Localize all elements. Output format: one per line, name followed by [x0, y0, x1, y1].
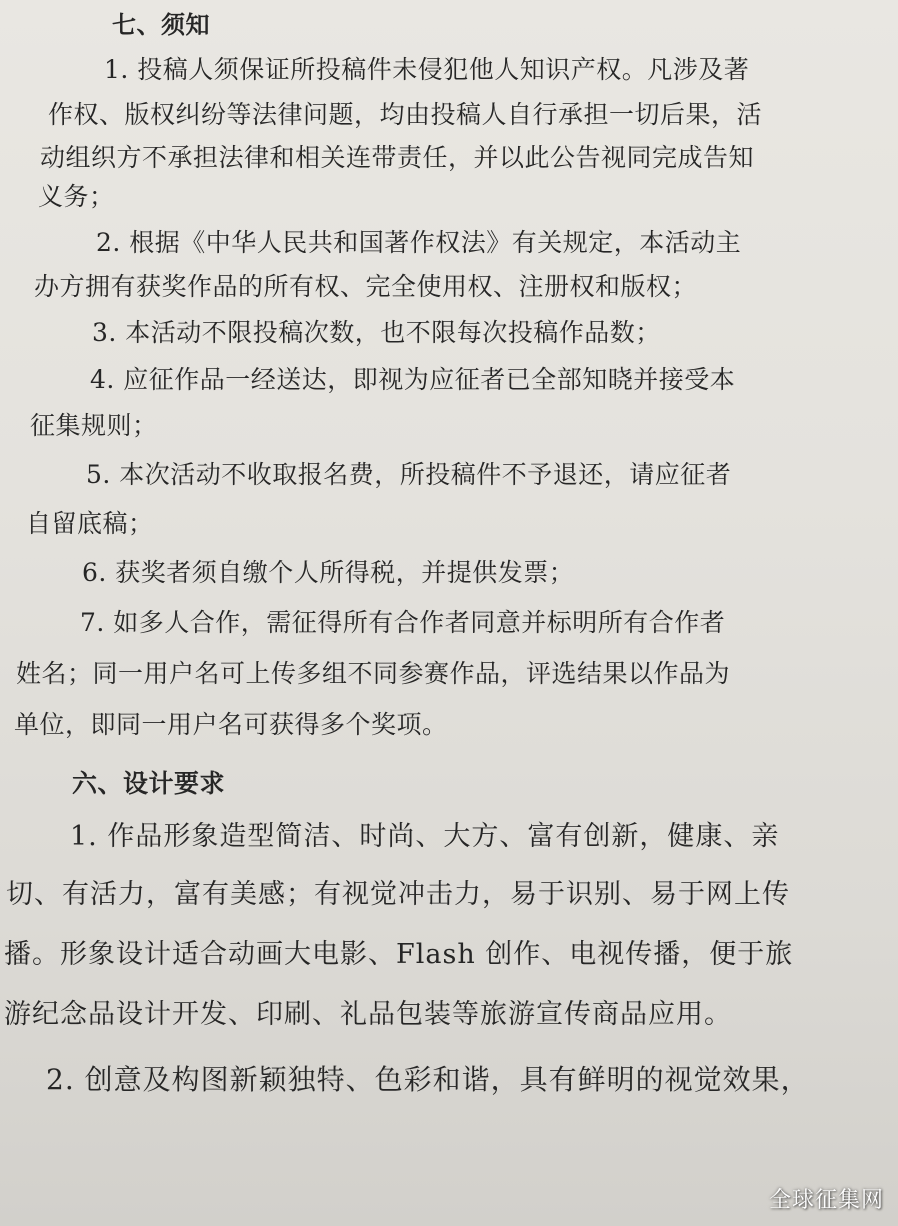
section-7-line: 动组织方不承担法律和相关连带责任，并以此公告视同完成告知 [40, 143, 755, 172]
section-7-line: 征集规则； [30, 411, 158, 440]
section-7-line: 1. 投稿人须保证所投稿件未侵犯他人知识产权。凡涉及著 [104, 55, 750, 84]
section-7-line: 2. 根据《中华人民共和国著作权法》有关规定，本活动主 [96, 228, 742, 257]
section-7-line: 5. 本次活动不收取报名费，所投稿件不予退还，请应征者 [86, 460, 732, 489]
section-6-line: 游纪念品设计开发、印刷、礼品包装等旅游宣传商品应用。 [4, 999, 732, 1030]
section-7-line: 姓名；同一用户名可上传多组不同参赛作品，评选结果以作品为 [16, 659, 731, 688]
section-7-line: 3. 本活动不限投稿次数，也不限每次投稿作品数； [92, 318, 661, 347]
section-6-line: 切、有活力，富有美感；有视觉冲击力，易于识别、易于网上传 [6, 879, 790, 910]
section-7-line: 作权、版权纠纷等法律问题，均由投稿人自行承担一切后果，活 [48, 100, 763, 129]
section-6-line: 1. 作品形象造型简洁、时尚、大方、富有创新，健康、亲 [70, 821, 780, 852]
section-7-line: 自留底稿； [26, 509, 154, 538]
section-7-line: 7. 如多人合作，需征得所有合作者同意并标明所有合作者 [80, 608, 726, 637]
section-7-line: 办方拥有获奖作品的所有权、完全使用权、注册权和版权； [34, 272, 698, 301]
section-7-line: 义务； [38, 182, 115, 211]
section-6-line: 播。形象设计适合动画大电影、Flash 创作、电视传播，便于旅 [4, 939, 794, 970]
section-7-heading: 七、须知 [112, 10, 210, 39]
section-6-heading: 六、设计要求 [72, 769, 226, 798]
section-7-line: 6. 获奖者须自缴个人所得税，并提供发票； [82, 558, 575, 587]
section-6-line: 2. 创意及构图新颖独特、色彩和谐，具有鲜明的视觉效果， [46, 1063, 810, 1096]
site-watermark: 全球征集网 [768, 1188, 884, 1213]
section-7-line: 单位，即同一用户名可获得多个奖项。 [14, 710, 448, 739]
section-7-line: 4. 应征作品一经送达，即视为应征者已全部知晓并接受本 [90, 365, 736, 394]
